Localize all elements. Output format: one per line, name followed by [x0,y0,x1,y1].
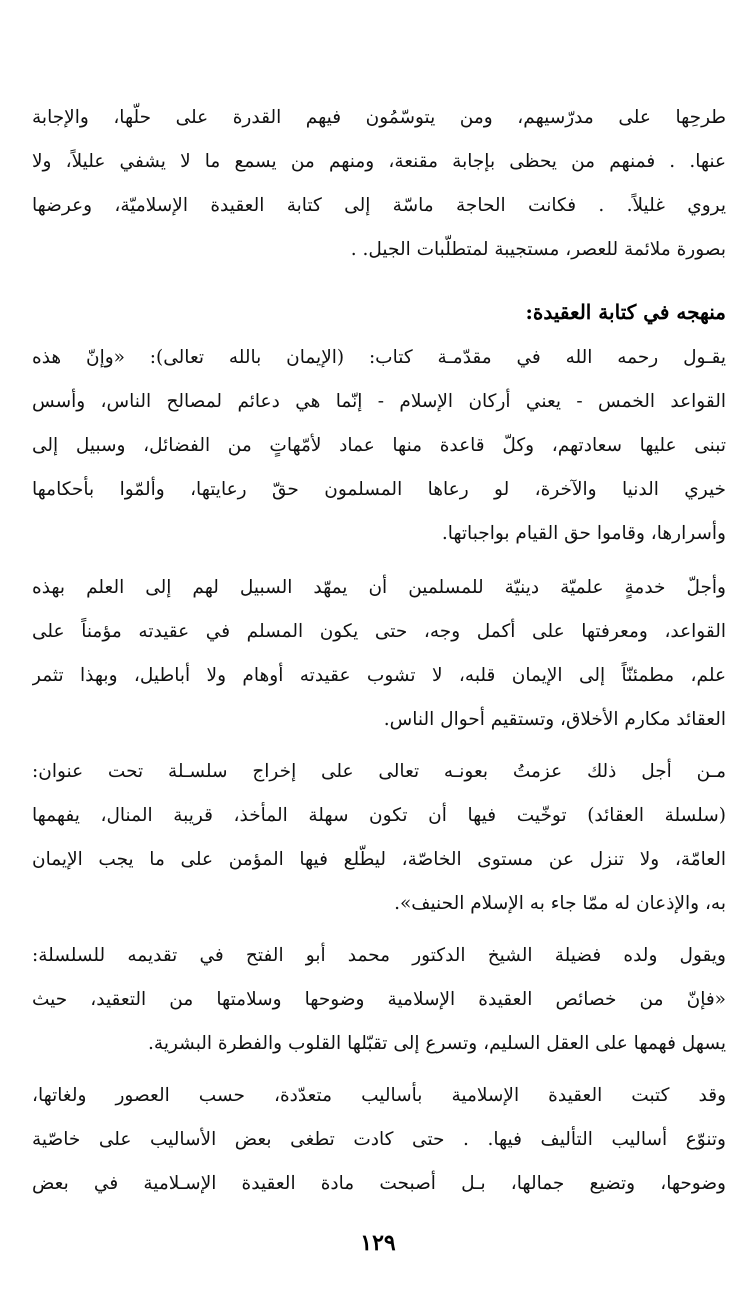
text-line: يقـول رحمه الله في مقدّمـة كتاب: (الإيمان بالله تعالى): «وإنّ هذه [32,347,726,368]
text-line: وأجلّ خدمةٍ علميّة دينيّة للمسلمين أن يمهّد السبيل لهم إلى العلم بهذه [32,577,726,598]
text-line: وتنوّع أساليب التأليف فيها. . حتى كادت تطغى بعض الأساليب على خاصّية [32,1129,726,1150]
text-line: القواعد، ومعرفتها على أكمل وجه، حتى يكون المسلم في عقيدته مؤمناً على [32,621,726,642]
text-line: به، والإذعان له ممّا جاء به الإسلام الحنيف». [394,893,726,914]
text-line: وضوحها، وتضيع جمالها، بـل أصبحت مادة العقيدة الإسـلامية في بعض [32,1173,726,1194]
text-line: بصورة ملائمة للعصر، مستجيبة لمتطلّبات الجيل. . [350,239,726,260]
text-line: القواعد الخمس - يعني أركان الإسلام - إنّما هي دعائم لمصالح الناس، وأسس [32,391,726,412]
text-line: طرحِها على مدرّسيهم، ومن يتوسّمُون فيهم القدرة على حلّها، والإجابة [32,107,726,128]
text-line: وأسرارها، وقاموا حق القيام بواجباتها. [441,523,726,544]
text-line: عنها. . فمنهم من يحظى بإجابة مقنعة، ومنهم من يسمع ما لا يشفي عليلاً، ولا [32,151,726,172]
text-line: خيري الدنيا والآخرة، لو رعاها المسلمون حقّ رعايتها، وألمّوا بأحكامها [32,479,726,500]
text-line: مـن أجل ذلك عزمتُ بعونـه تعالى على إخراج سلسـلة تحت عنوان: [32,761,726,782]
text-line: العقائد مكارم الأخلاق، وتستقيم أحوال الناس. [383,709,726,730]
text-line: تبنى عليها سعادتهم، وكلّ قاعدة منها عماد لأمّهاتٍ من الفضائل، وسبيل إلى [32,435,726,456]
section-heading: منهجه في كتابة العقيدة: [525,300,726,324]
text-line: (سلسلة العقائد) توخّيت فيها أن تكون سهلة المأخذ، قريبة المنال، يفهمها [32,805,726,826]
text-line: العامّة، ولا تنزل عن مستوى الخاصّة، ليطّلع فيها المؤمن على ما يجب الإيمان [32,849,726,870]
text-line: يروي غليلاً. . فكانت الحاجة ماسّة إلى كتابة العقيدة الإسلاميّة، وعرضها [32,195,726,216]
text-line: وقد كتبت العقيدة الإسلامية بأساليب متعدّدة، حسب العصور ولغاتها، [32,1085,726,1106]
text-line: يسهل فهمها على العقل السليم، وتسرع إلى تقبّلها القلوب والفطرة البشرية. [148,1033,726,1054]
text-line: ويقول ولده فضيلة الشيخ الدكتور محمد أبو الفتح في تقديمه للسلسلة: [32,945,726,966]
text-line: علم، مطمئنّاً إلى الإيمان قلبه، لا تشوب عقيدته أوهام ولا أباطيل، وبهذا تثمر [32,665,726,686]
page-number: ١٢٩ [360,1230,396,1256]
text-line: «فإنّ من خصائص العقيدة الإسلامية وضوحها وسلامتها من التعقيد، حيث [32,989,726,1010]
